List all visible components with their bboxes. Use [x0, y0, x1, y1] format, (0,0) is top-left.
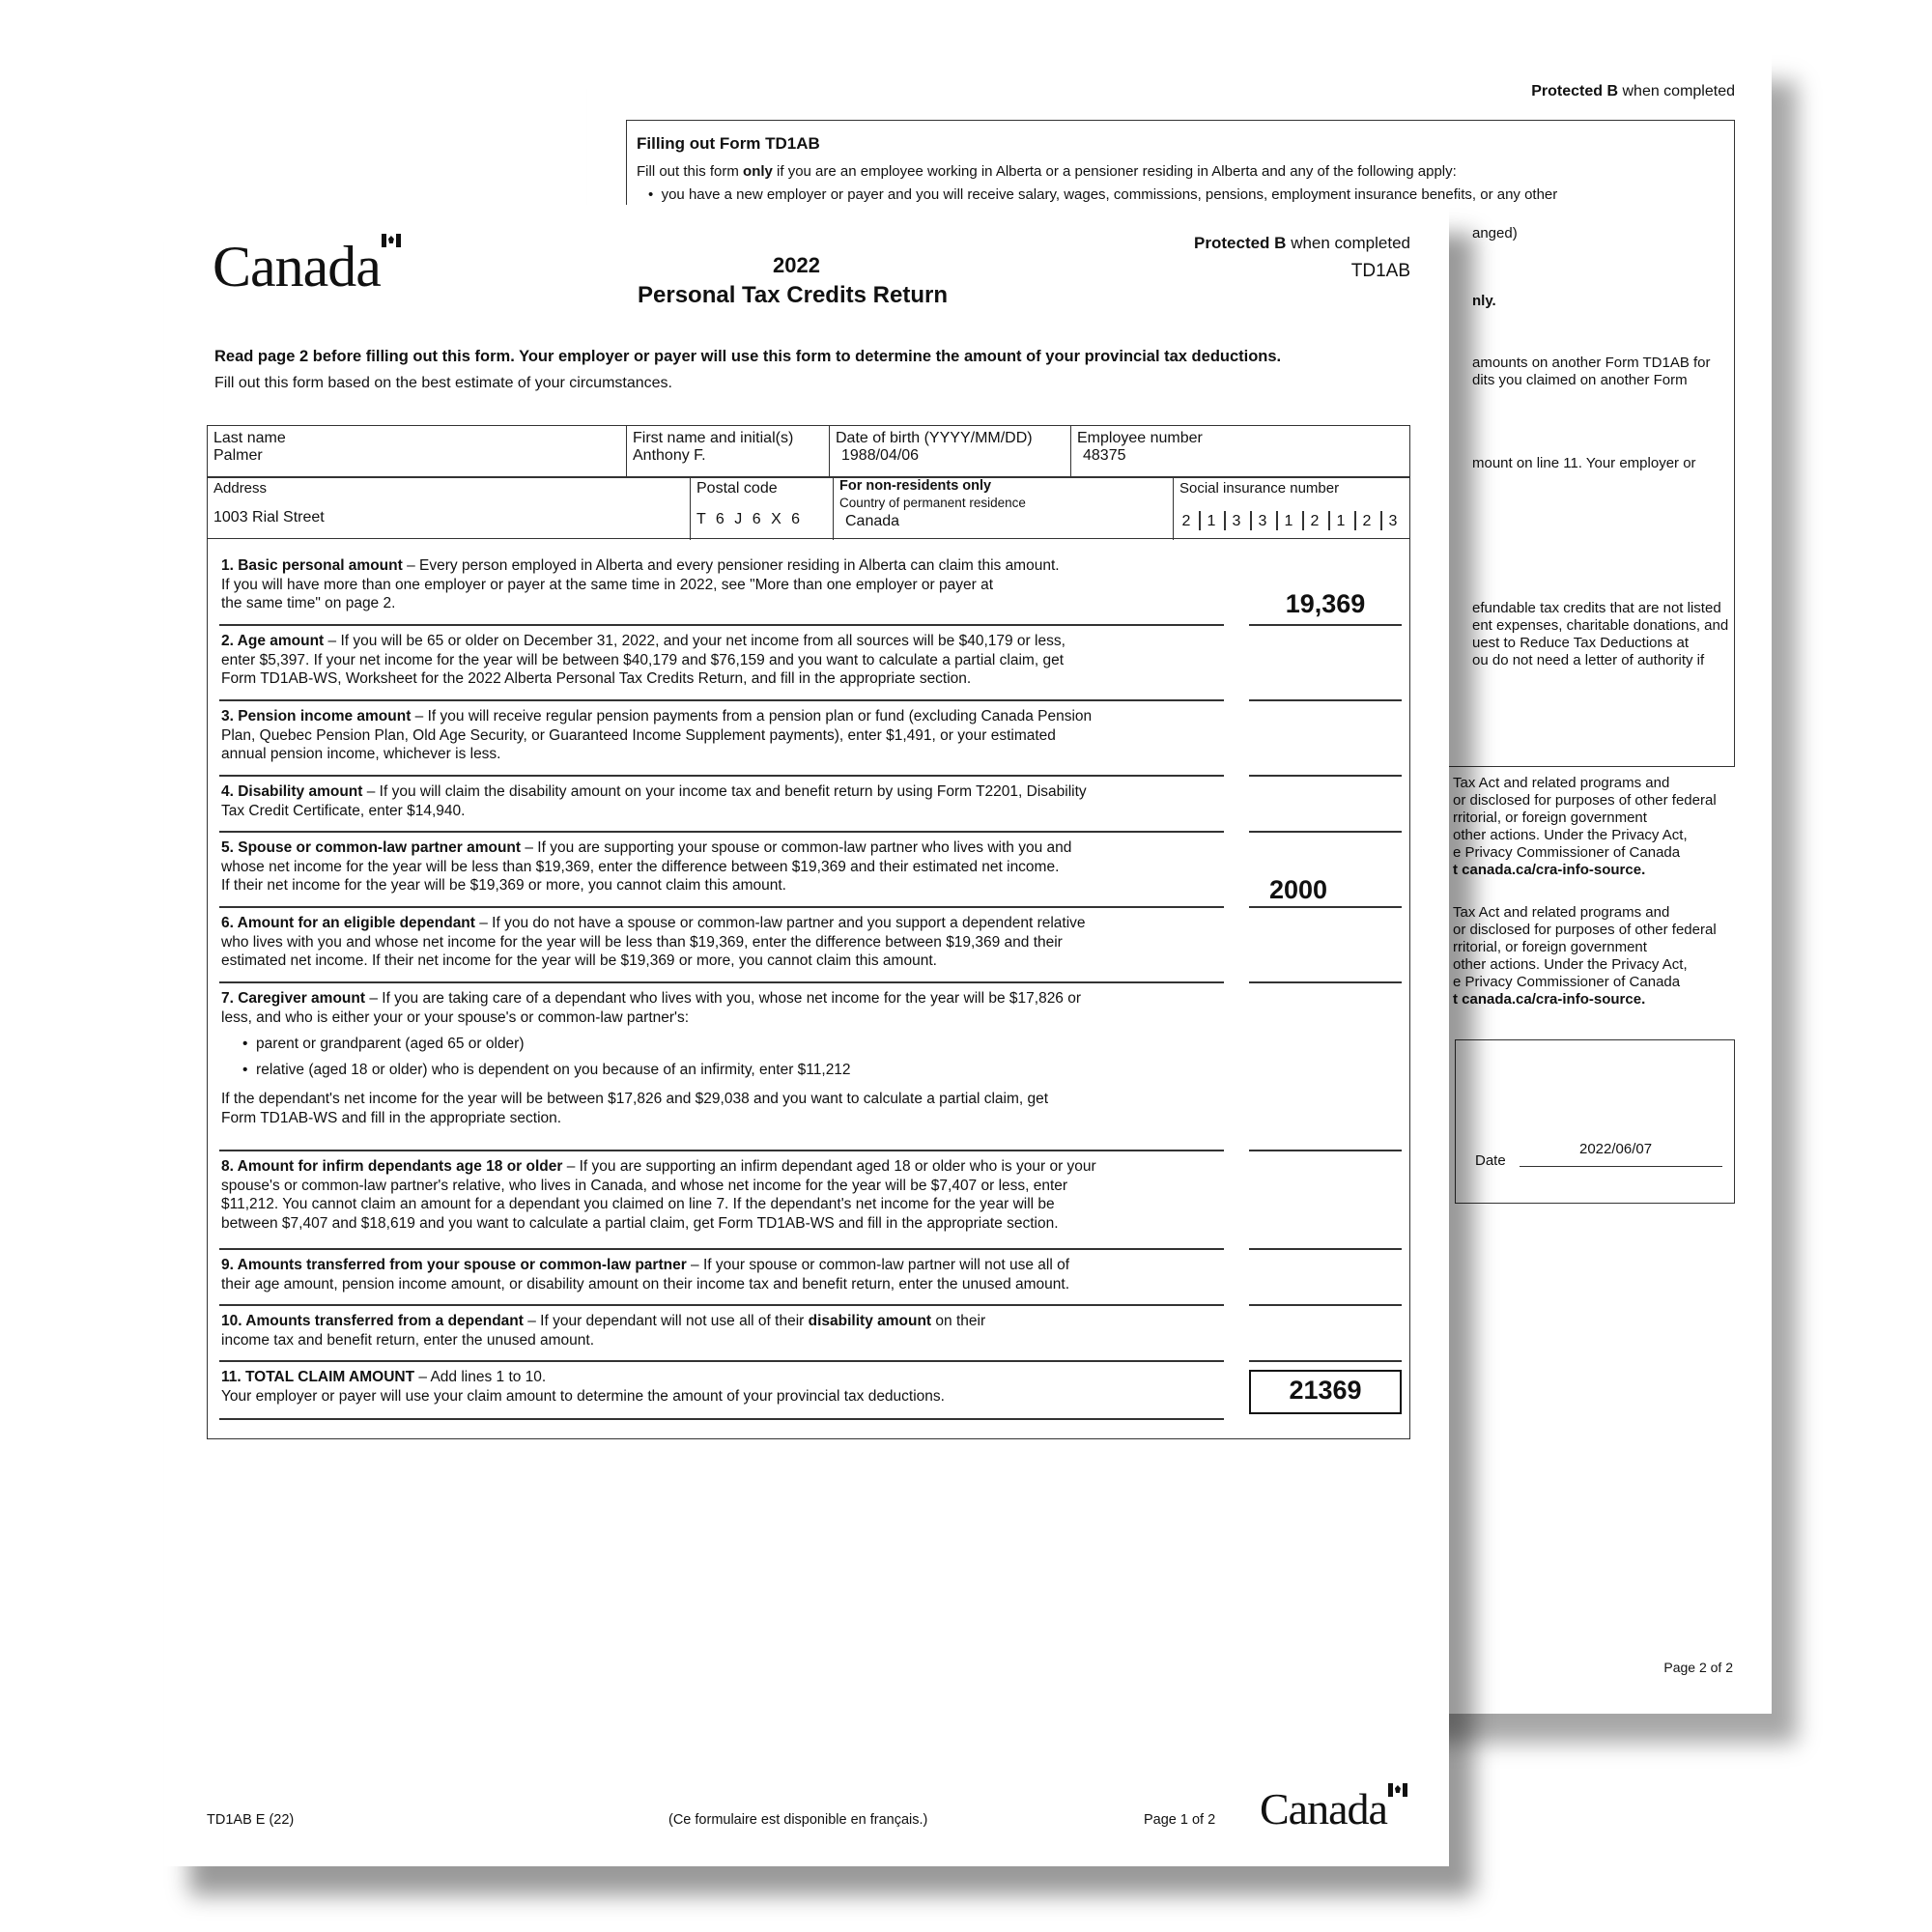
- employee-number-value: 48375: [1083, 447, 1126, 464]
- address-field[interactable]: Address 1003 Rial Street: [208, 476, 691, 540]
- line-5-spouse-amount: 5. Spouse or common-law partner amount – If you are supporting your spouse or common-law partner who lives with you and whose net income for the year will be less than $19,369, enter the difference between $19,369 and their estimated net income. If their net income for the year will be $19,369 or more, you cannot claim this amount.: [221, 839, 1072, 894]
- line-4-disability-amount: 4. Disability amount – If you will claim the disability amount on your income tax and benefit return by using Form T2201, Disability Tax Credit Certificate, enter $14,940.: [221, 783, 1087, 819]
- line-1-basic-personal-amount: 1. Basic personal amount – Every person employed in Alberta and every pensioner residing in Alberta can claim this amount. If you will have more than one employer or payer at the same time in 2022, see "More than one employer or payer at the same time" on page 2.: [221, 557, 1060, 611]
- form-year: 2022: [773, 253, 820, 277]
- list-item: • relative (aged 18 or older) who is dependent on you because of an infirmity, enter $11,212: [242, 1061, 851, 1078]
- certification-box: [1455, 1039, 1735, 1204]
- last-name-value: Palmer: [213, 447, 263, 464]
- line-9-amount-field[interactable]: [1249, 1304, 1402, 1306]
- row-rule: [219, 775, 1224, 777]
- privacy-text: rritorial, or foreign government: [1453, 939, 1647, 955]
- sin-digit: 3: [1258, 513, 1267, 529]
- canada-flag-icon: [1388, 1783, 1407, 1797]
- privacy-text: Tax Act and related programs and: [1453, 775, 1670, 791]
- protected-b-label: Protected B when completed: [1531, 83, 1735, 99]
- text-fragment: anged): [1472, 225, 1518, 242]
- page-number: Page 2 of 2: [1663, 1660, 1733, 1675]
- page-number: Page 1 of 2: [1144, 1812, 1216, 1828]
- line-5-amount[interactable]: 2000: [1268, 875, 1328, 904]
- section-title: Filling out Form TD1AB: [637, 134, 820, 153]
- postal-code-value: T 6 J 6 X 6: [696, 511, 801, 527]
- line-9-transfer-from-spouse: 9. Amounts transferred from your spouse or common-law partner – If your spouse or common-law partner will not use all of their age amount, pension income amount, or disability amount on their income tax and benefit return, enter the unused amount.: [221, 1257, 1070, 1293]
- form-title: Personal Tax Credits Return: [638, 282, 948, 308]
- line-6-amount-field[interactable]: [1249, 981, 1402, 983]
- date-of-birth-field[interactable]: Date of birth (YYYY/MM/DD) 1988/04/06: [830, 426, 1071, 476]
- privacy-text: e Privacy Commissioner of Canada: [1453, 844, 1681, 861]
- address-value: 1003 Rial Street: [213, 509, 325, 526]
- privacy-text: rritorial, or foreign government: [1453, 810, 1647, 826]
- form-code: TD1AB: [1350, 261, 1410, 281]
- privacy-text: or disclosed for purposes of other federal: [1453, 792, 1717, 809]
- line-2-age-amount: 2. Age amount – If you will be 65 or older on December 31, 2022, and your net income from all sources will be $40,179 or less, enter $5,397. If your net income for the year will be between $40,179 and $76,159 and you want to calculate a partial claim, get Form TD1AB-WS, Worksheet for the 2022 Alberta Personal Tax Credits Return, and fill in the appropriate section.: [221, 633, 1065, 687]
- row-rule: [219, 1304, 1224, 1306]
- bullet-line: • you have a new employer or payer and you will receive salary, wages, commissions, pensions, employment insurance benefits, or any other: [648, 186, 1558, 203]
- sin-digit: 3: [1388, 513, 1398, 529]
- privacy-text: other actions. Under the Privacy Act,: [1453, 827, 1688, 843]
- sin-digit: 2: [1310, 513, 1320, 529]
- instruction-line: Fill out this form only if you are an employee working in Alberta or a pensioner residing in Alberta and any of the following apply:: [637, 163, 1457, 180]
- line-6-eligible-dependant: 6. Amount for an eligible dependant – If you do not have a spouse or common-law partner and you support a dependent relative who lives with you and whose net income for the year will be less than $19,369, enter the difference between $19,369 and their estimated net income. If their net income for the year will be $19,369 or more, you cannot claim this amount.: [221, 915, 1086, 969]
- row-rule: [219, 1248, 1224, 1250]
- amount-rule: [1249, 624, 1402, 626]
- line-8-amount-field[interactable]: [1249, 1248, 1402, 1250]
- sin-digit: 3: [1232, 513, 1241, 529]
- line-7-caregiver-amount: 7. Caregiver amount – If you are taking care of a dependant who lives with you, whose net income for the year will be $17,826 or less, and who is either your or your spouse's or common-law partner's: • parent or grandparent (aged 65 or older) • relative (aged 18 or older) who is dependent on you because of an infirmity, enter $11,212 If the dependant's net income for the year will be between $17,826 and $29,038 and you want to calculate a partial claim, get Form TD1AB-WS and fill in the appropriate section.: [221, 990, 1082, 1126]
- line-11-total-claim-amount: 11. TOTAL CLAIM AMOUNT – Add lines 1 to 10. Your employer or payer will use your claim amount to determine the amount of your provincial tax deductions.: [221, 1369, 945, 1405]
- french-note: (Ce formulaire est disponible en français.): [668, 1812, 928, 1828]
- row-rule: [219, 1418, 1224, 1420]
- line-1-amount[interactable]: 19,369: [1285, 589, 1366, 618]
- row-rule: [219, 906, 1224, 908]
- protected-b-label: Protected B when completed: [1194, 234, 1410, 252]
- row-rule: [219, 1360, 1224, 1362]
- text-fragment: uest to Reduce Tax Deductions at: [1472, 635, 1690, 651]
- row-rule: [219, 981, 1224, 983]
- line-10-transfer-from-dependant: 10. Amounts transferred from a dependant – If your dependant will not use all of their disability amount on their income tax and benefit return, enter the unused amount.: [221, 1313, 986, 1349]
- postal-code-field[interactable]: Postal code T 6 J 6 X 6: [691, 476, 834, 540]
- canada-wordmark-footer: Canada: [1260, 1783, 1407, 1834]
- last-name-field[interactable]: Last name Palmer: [208, 426, 627, 476]
- date-line: [1520, 1166, 1722, 1167]
- country-field[interactable]: For non-residents only Country of permanent residence Canada: [834, 476, 1174, 540]
- row-rule: [219, 831, 1224, 833]
- sin-field[interactable]: Social insurance number 2 1 3 3 1 2 1 2 3: [1174, 476, 1411, 540]
- line-10-amount-field[interactable]: [1249, 1360, 1402, 1362]
- page-1: [164, 205, 1449, 1866]
- amount-rule: [1249, 906, 1402, 908]
- canada-flag-icon: [382, 234, 401, 247]
- identity-section: [207, 425, 1410, 539]
- line-7-amount-field[interactable]: [1249, 1150, 1402, 1151]
- first-name-value: Anthony F.: [633, 447, 706, 464]
- first-name-field[interactable]: First name and initial(s) Anthony F.: [627, 426, 830, 476]
- privacy-text: Tax Act and related programs and: [1453, 904, 1670, 921]
- form-id: TD1AB E (22): [207, 1812, 295, 1828]
- instruction-bold: Read page 2 before filling out this form. Your employer or payer will use this form to determine the amount of your provincial tax deductions.: [214, 348, 1282, 365]
- text-fragment: efundable tax credits that are not listed: [1472, 600, 1721, 616]
- instruction: Fill out this form based on the best estimate of your circumstances.: [214, 375, 672, 391]
- privacy-text: e Privacy Commissioner of Canada: [1453, 974, 1681, 990]
- line-8-infirm-dependants: 8. Amount for infirm dependants age 18 or older – If you are supporting an infirm dependant aged 18 or older who is your or your spouse's or common-law partner's relative, who lives in Canada, and whose net income for the year will be $7,407 or less, enter $11,212. You cannot claim an amount for a dependant you claimed on line 7. If the dependant's net income for the year will be between $7,407 and $18,619 and you want to calculate a partial claim, get Form TD1AB-WS and fill in the appropriate section.: [221, 1158, 1096, 1232]
- text-fragment: ent expenses, charitable donations, and: [1472, 617, 1729, 634]
- text-fragment: ou do not need a letter of authority if: [1472, 652, 1705, 668]
- country-value: Canada: [845, 513, 900, 529]
- sin-digit: 1: [1284, 513, 1293, 529]
- line-4-amount-field[interactable]: [1249, 831, 1402, 833]
- sin-digit: 1: [1207, 513, 1216, 529]
- line-3-amount-field[interactable]: [1249, 775, 1402, 777]
- date-label: Date: [1475, 1152, 1506, 1169]
- privacy-link[interactable]: t canada.ca/cra-info-source.: [1453, 991, 1646, 1008]
- date-of-birth-value: 1988/04/06: [841, 447, 920, 464]
- canada-wordmark: Canada: [213, 234, 401, 300]
- text-fragment: dits you claimed on another Form: [1472, 372, 1688, 388]
- row-rule: [219, 699, 1224, 701]
- line-2-amount-field[interactable]: [1249, 699, 1402, 701]
- claims-section: [207, 539, 1410, 1439]
- privacy-text: other actions. Under the Privacy Act,: [1453, 956, 1688, 973]
- sin-digit: 2: [1181, 513, 1191, 529]
- employee-number-field[interactable]: Employee number 48375: [1077, 430, 1203, 464]
- sin-digit: 1: [1336, 513, 1346, 529]
- text-fragment: mount on line 11. Your employer or: [1472, 455, 1696, 471]
- line-3-pension-income-amount: 3. Pension income amount – If you will receive regular pension payments from a pension plan or fund (excluding Canada Pension Plan, Quebec Pension Plan, Old Age Security, or Guaranteed Income Supplement payments), enter $1,491, or your estimated annual pension income, whichever is less.: [221, 708, 1093, 762]
- privacy-text: or disclosed for purposes of other federal: [1453, 922, 1717, 938]
- list-item: • parent or grandparent (aged 65 or older): [242, 1036, 525, 1052]
- date-value[interactable]: 2022/06/07: [1579, 1141, 1653, 1157]
- text-fragment: nly.: [1472, 293, 1496, 309]
- line-11-amount: 21369: [1289, 1376, 1362, 1405]
- sin-digit: 2: [1362, 513, 1372, 529]
- privacy-link[interactable]: t canada.ca/cra-info-source.: [1453, 862, 1646, 878]
- row-rule: [219, 1150, 1224, 1151]
- text-fragment: amounts on another Form TD1AB for: [1472, 355, 1711, 371]
- row-rule: [219, 624, 1224, 626]
